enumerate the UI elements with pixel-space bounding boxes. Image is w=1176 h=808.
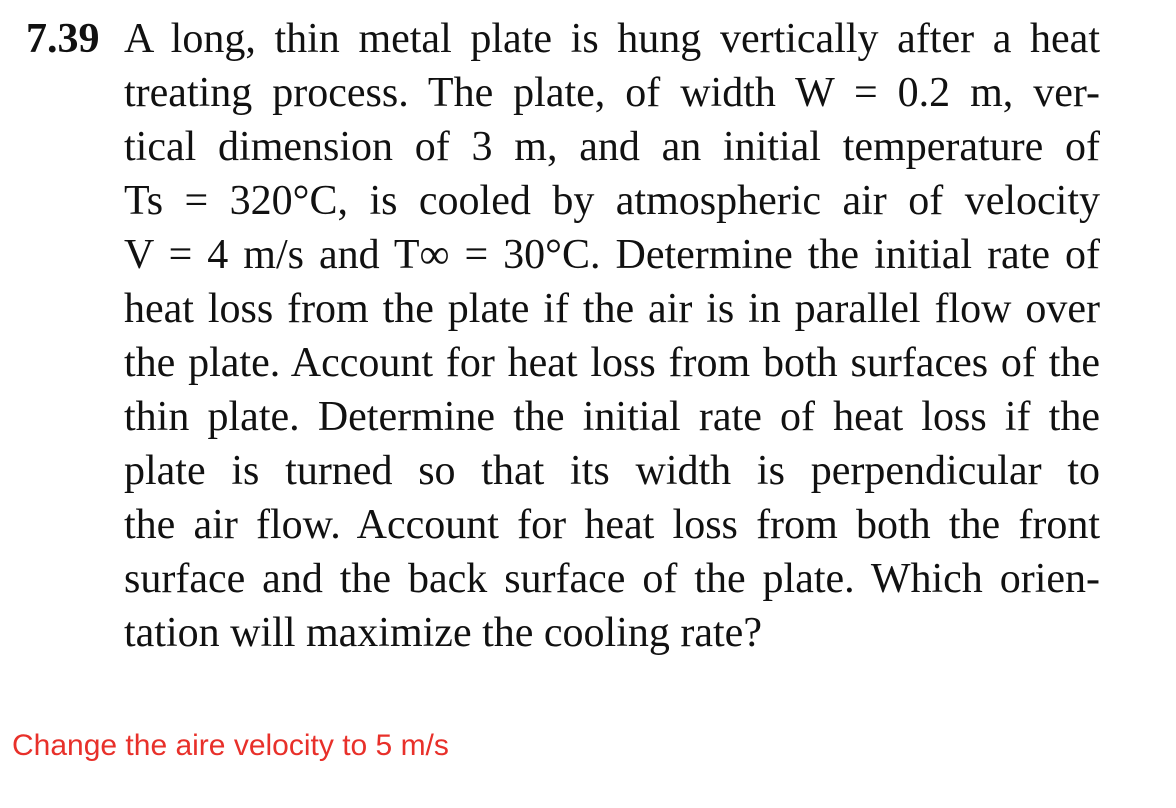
problem-line: heat loss from the plate if the air is in parallel flow over xyxy=(124,286,1100,332)
problem-line: the air flow. Account for heat loss from both the front xyxy=(124,502,1100,548)
problem-line: treating process. The plate, of width W = 0.2 m, ver- xyxy=(124,70,1100,116)
problem-body xyxy=(124,12,1100,660)
problem-line: surface and the back surface of the plate. Which orien- xyxy=(124,556,1100,602)
problem-line: plate is turned so that its width is perpendicular to xyxy=(124,448,1100,494)
problem-line: tation will maximize the cooling rate? xyxy=(124,610,762,656)
problem-line: tical dimension of 3 m, and an initial temperature of xyxy=(124,124,1100,170)
problem-line: the plate. Account for heat loss from both surfaces of the xyxy=(124,340,1100,386)
problem-line: A long, thin metal plate is hung vertically after a heat xyxy=(124,16,1100,62)
problem-line: thin plate. Determine the initial rate of heat loss if the xyxy=(124,394,1100,440)
problem-number: 7.39 xyxy=(26,16,100,62)
problem-line: Ts = 320°C, is cooled by atmospheric air of velocity xyxy=(124,178,1100,224)
problem-line: V = 4 m/s and T∞ = 30°C. Determine the initial rate of xyxy=(124,232,1100,278)
modification-note: Change the aire velocity to 5 m/s xyxy=(12,729,449,762)
